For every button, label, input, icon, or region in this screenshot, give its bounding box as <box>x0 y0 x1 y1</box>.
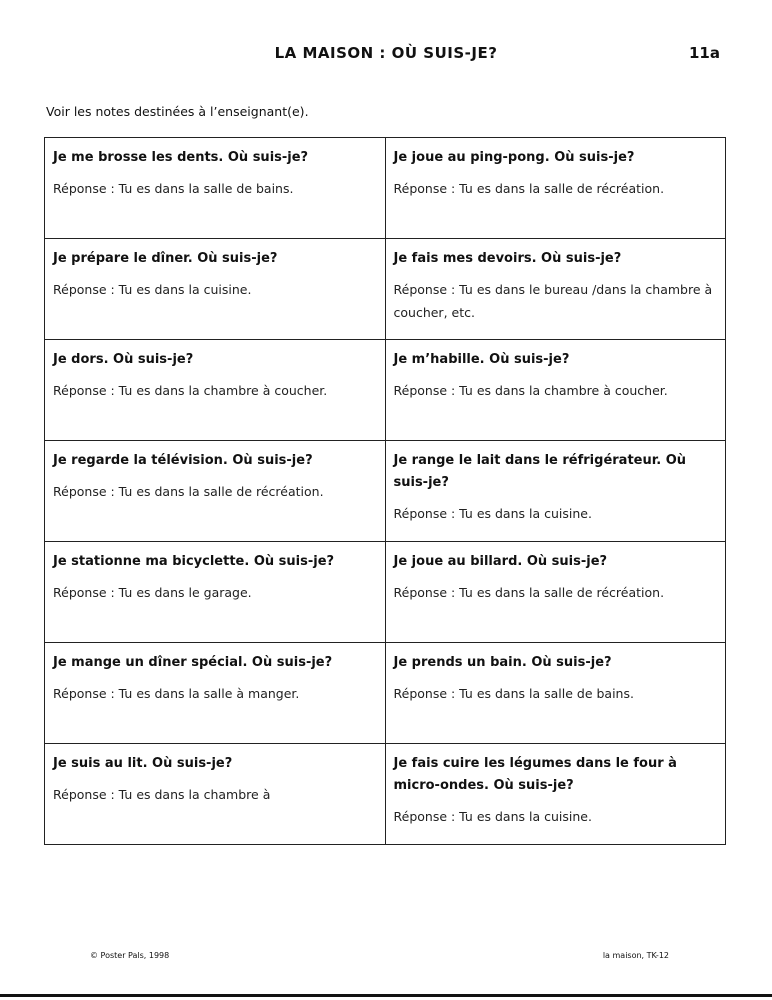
card-question: Je fais mes devoirs. Où suis-je? <box>393 251 622 266</box>
card <box>45 138 386 239</box>
card <box>45 340 386 441</box>
card-question: Je range le lait dans le réfrigérateur. Où suis-je? <box>393 453 687 490</box>
card-question: Je suis au lit. Où suis-je? <box>53 756 233 771</box>
card-answer: Réponse : Tu es dans la salle à manger. <box>53 686 300 701</box>
card-question: Je fais cuire les légumes dans le four à micro-ondes. Où suis-je? <box>393 756 677 793</box>
card-answer: Réponse : Tu es dans la salle de bains. <box>393 686 634 701</box>
card-answer: Réponse : Tu es dans la salle de récréation. <box>393 181 665 196</box>
card-answer: Réponse : Tu es dans la chambre à coucher. <box>53 383 328 398</box>
card-answer: Réponse : Tu es dans la chambre à <box>53 787 271 802</box>
table-row <box>45 744 726 845</box>
card <box>385 744 726 845</box>
card <box>385 542 726 643</box>
card <box>385 643 726 744</box>
card <box>45 542 386 643</box>
card <box>45 441 386 542</box>
card-answer: Réponse : Tu es dans la salle de récréation. <box>53 484 324 499</box>
card <box>45 239 386 340</box>
card-grid <box>44 137 726 845</box>
page-title: LA MAISON : OÙ SUIS-JE? <box>274 44 498 62</box>
card-question: Je mange un dîner spécial. Où suis-je? <box>53 655 333 670</box>
card-question: Je me brosse les dents. Où suis-je? <box>53 150 309 165</box>
card <box>385 138 726 239</box>
card-question: Je prends un bain. Où suis-je? <box>393 655 612 670</box>
card <box>385 441 726 542</box>
table-row <box>45 239 726 340</box>
card <box>385 239 726 340</box>
card-answer: Réponse : Tu es dans la cuisine. <box>393 506 592 521</box>
card <box>385 340 726 441</box>
card-question: Je regarde la télévision. Où suis-je? <box>53 453 313 468</box>
card-answer: Réponse : Tu es dans la cuisine. <box>53 282 252 297</box>
card-question: Je joue au ping-pong. Où suis-je? <box>393 150 635 165</box>
card <box>45 643 386 744</box>
footer-copyright: © Poster Pals, 1998 <box>90 951 170 960</box>
intro-note: Voir les notes destinées à l’enseignant(e). <box>46 104 309 119</box>
table-row <box>45 138 726 239</box>
card-question: Je m’habille. Où suis-je? <box>393 352 570 367</box>
card-question: Je prépare le dîner. Où suis-je? <box>53 251 278 266</box>
table-row <box>45 340 726 441</box>
card-answer: Réponse : Tu es dans la chambre à coucher. <box>393 383 668 398</box>
table-row <box>45 643 726 744</box>
card-question: Je dors. Où suis-je? <box>53 352 194 367</box>
card-answer: Réponse : Tu es dans la cuisine. <box>393 809 592 824</box>
card-question: Je stationne ma bicyclette. Où suis-je? <box>53 554 335 569</box>
card <box>45 744 386 845</box>
table-row <box>45 542 726 643</box>
card-answer: Réponse : Tu es dans la salle de récréation. <box>393 585 665 600</box>
bottom-rule <box>0 994 772 997</box>
table-row <box>45 441 726 542</box>
card-question: Je joue au billard. Où suis-je? <box>393 554 608 569</box>
card-answer: Réponse : Tu es dans le garage. <box>53 585 252 600</box>
card-answer: Réponse : Tu es dans le bureau /dans la chambre à coucher, etc. <box>393 282 713 320</box>
footer-reference: la maison, TK-12 <box>602 951 669 960</box>
card-answer: Réponse : Tu es dans la salle de bains. <box>53 181 294 196</box>
page-number: 11a <box>689 44 720 62</box>
